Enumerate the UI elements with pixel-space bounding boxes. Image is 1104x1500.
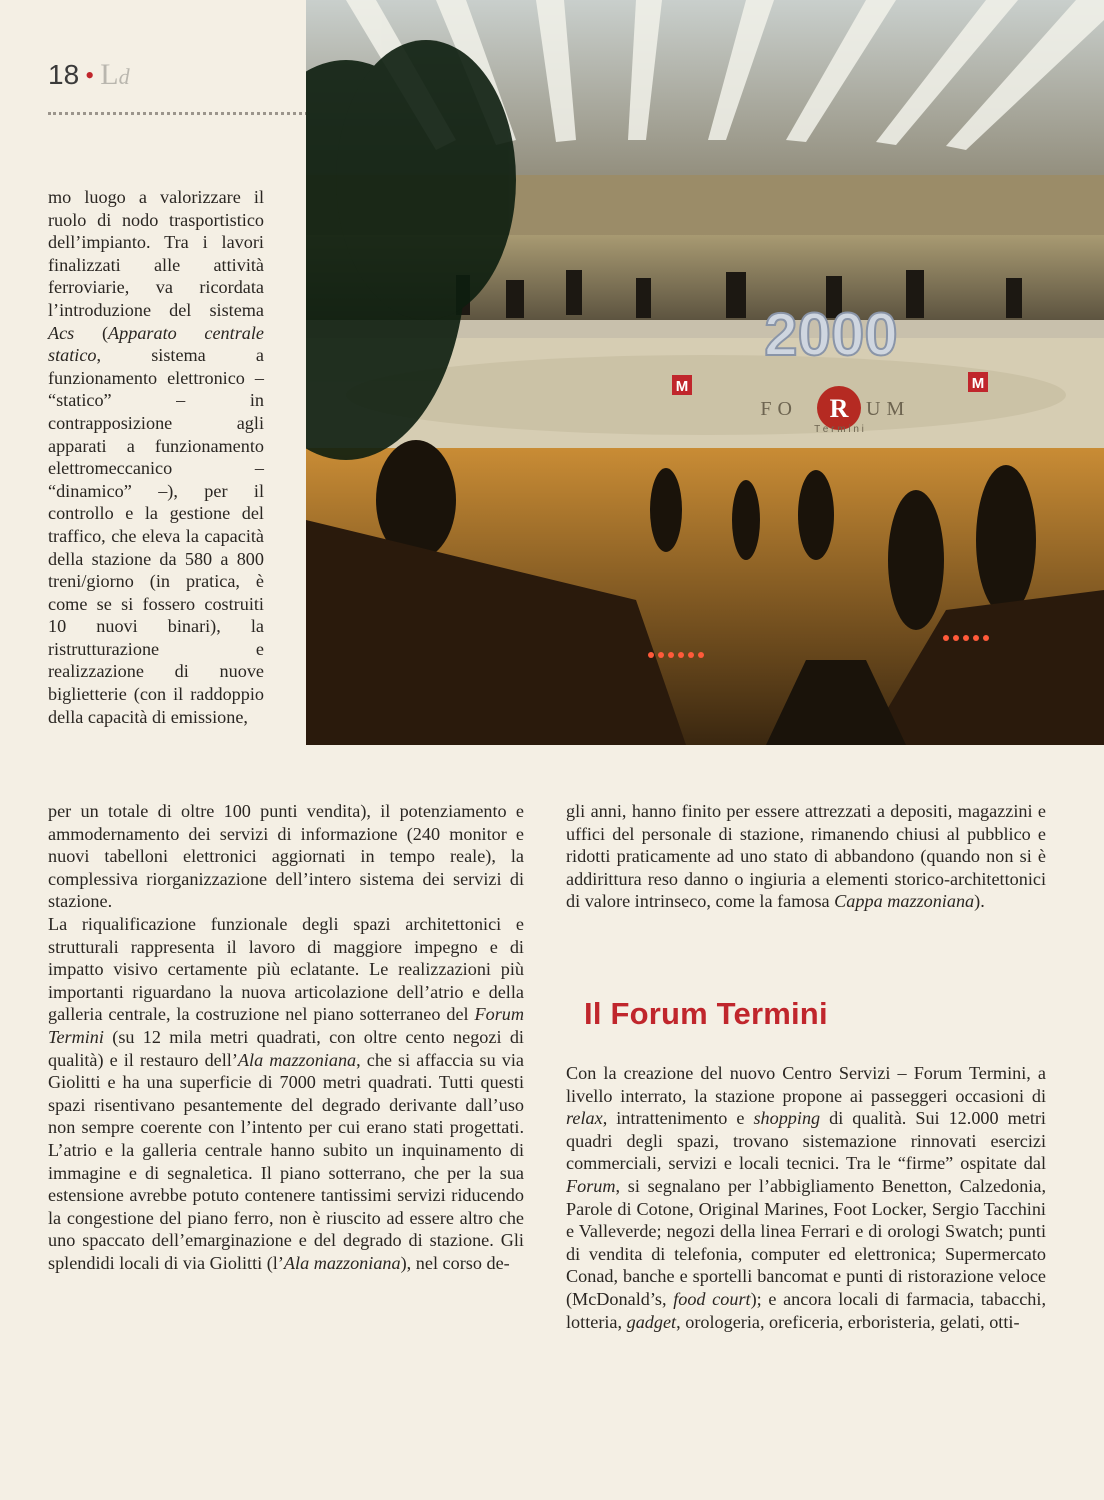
article-text-right-bottom: Con la creazione del nuovo Centro Servizi – Forum Termini, a livello interrato, la stazione propone ai passeggeri occasioni di relax, intrattenimento e shopping di qualità. Sui 12.000 metri quadri degli spazi, trovano sistemazione rinnovati esercizi commerciali, servizi e locali tecnici. Tra le “firme” ospitate dal Forum, si segnalano per l’abbigliamento Benetton, Calzedonia, Parole di Cotone, Original Marines, Foot Locker, Sergio Tacchini e Valleverde; negozi della linea Ferrari e di orologi Swatch; punti di vendita di telefonia, computer ed elettronica; Supermercato Conad, banche e sportelli bancomat e punti di ristorazione veloce (McDonald’s, food court); e ancora locali di farmacia, tabacchi, lotteria, gadget, orologeria, oreficeria, erboristeria, gelati, otti- [566,1063,1046,1332]
metro-badge-right: M [971,375,985,392]
magazine-logo [100,58,129,91]
paragraph: La riqualificazione funzionale degli spazi architettonici e strutturali rappresenta il lavoro di maggiore impegno e di impatto visivo certamente più eclatante. Le realizzazioni più importanti riguardano la nuova articolazione dell’atrio e della galleria centrale, la costruzione nel piano sotterraneo del Forum Termini (su 12 mila metri quadrati, con oltre cento negozi di qualità) e il restauro dell’Ala mazzoniana, che si affaccia su via Giolitti e ha una superficie di 7000 metri quadrati. Tutti questi spazi risentivano pesantemente del degrado derivante dall’uso non sempre coerente con l’intento per cui erano stati progettati. L’atrio e la galleria centrale hanno subito un inquinamento di immagine e di segnaletica. Il piano sotterrano, che per la sua estensione avrebbe potuto contenere tantissimi servizi riducendo la congestione del piano ferro, non è riuscito ad essere altro che uno spaccato dell’emarginazione e del degrado di stazione. Gli splendidi locali di via Giolitti (l’Ala mazzoniana), nel corso de- [48,913,524,1273]
forum-text-right: UM [866,398,911,420]
logo-suffix: d [118,64,130,89]
header-dotted-rule [48,112,308,115]
header-bullet: • [85,61,95,90]
page-number: 18 [48,59,80,90]
sign-2000: 2000 [764,301,898,368]
paragraph: per un totale di oltre 100 punti vendita), il potenziamento e ammodernamento dei servizi di informazione (240 monitor e nuovi tabelloni elettronici aggiornati in tempo reale), la complessiva riorganizzazione dell’intero sistema dei servizi di stazione. [48,801,524,912]
metro-badge-left: M [675,378,689,395]
logo-letter: L [100,58,119,91]
forum-text-left: FO [760,398,798,420]
article-text-narrow: mo luogo a valorizzare il ruolo di nodo trasportistico dell’impianto. Tra i lavori finalizzati alle attività ferroviarie, va ricordata l’introduzione del sistema Acs (Apparato centrale statico, sistema a funzionamento elettronico – “statico” – in contrapposizione agli apparati a funzionamento elettromeccanico – “dinamico” –), per il controllo e la gestione del traffico, che eleva la capacità della stazione da 580 a 800 treni/giorno (in pratica, è come se si fossero costruiti 10 nuovi binari), la ristrutturazione e realizzazione di nuove biglietterie (con il raddoppio della capacità di emissione, [48,187,264,727]
termini-text: T e r m i n i [814,424,864,435]
section-title: Il Forum Termini [584,996,828,1031]
page-header [48,58,130,98]
station-photo [306,0,1104,745]
forum-logo-letter: R [829,394,849,423]
article-text-right-top: gli anni, hanno finito per essere attrezzati a depositi, magazzini e uffici del personale di stazione, rimanendo chiusi al pubblico e ridotti praticamente ad uno stato di abbandono (quando non si è addirittura reso danno o ingiuria a elementi storico-architettonici di valore intrinseco, come la famosa Cappa mazzoniana). [566,801,1046,912]
article-text-left [48,800,524,1274]
